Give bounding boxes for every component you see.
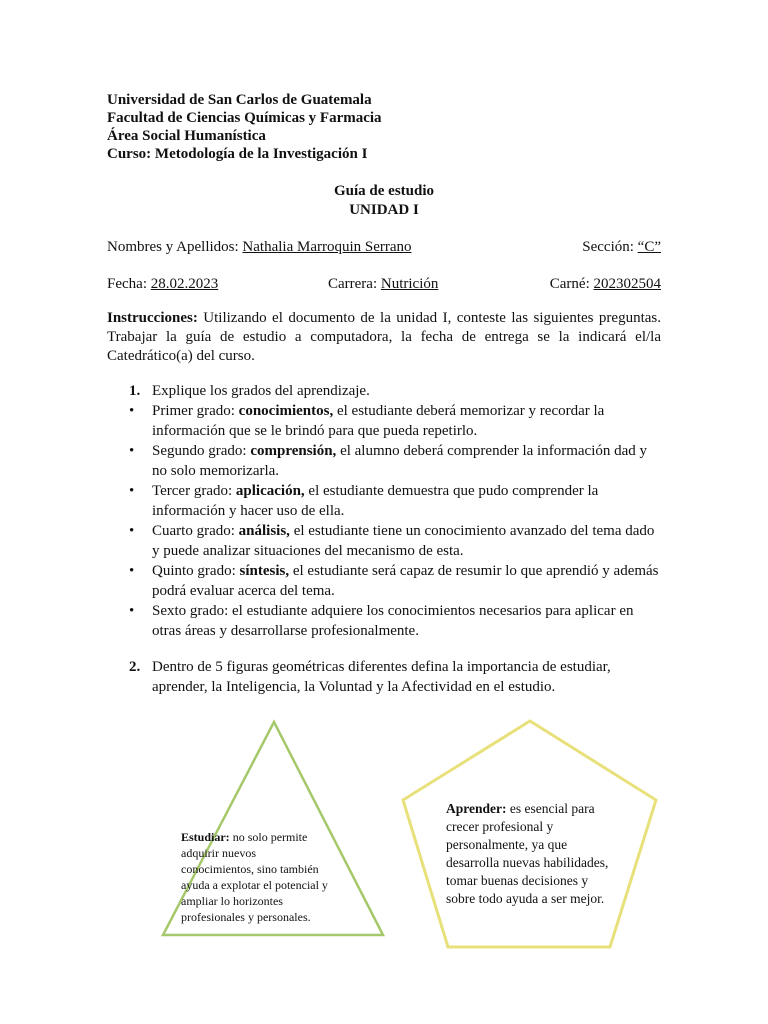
list-item: • Primer grado: conocimientos, el estudiante deberá memorizar y recordar la información que se le brindó para que pueda repetirlo. [129, 403, 605, 439]
carne-value: 202302504 [593, 276, 661, 292]
aprender-label: Aprender: [446, 801, 507, 816]
faculty-name: Facultad de Ciencias Químicas y Farmacia [107, 110, 382, 126]
bullet-icon: • [129, 603, 135, 619]
estudiar-text-block [181, 829, 331, 925]
instructions-label: Instrucciones: [107, 310, 198, 326]
bullet-icon: • [129, 523, 135, 539]
question-1-number: 1. [129, 383, 141, 399]
date-value: 28.02.2023 [150, 276, 219, 292]
aprender-text: es esencial para crecer profesional y personalmente, ya que desarrolla nuevas habilidades, tomar buenas decisiones y sobre todo ayuda a ser mejor. [446, 801, 609, 906]
unit-title: UNIDAD I [349, 202, 419, 218]
career-label: Carrera: [328, 276, 381, 292]
list-item: • Sexto grado: el estudiante adquiere los conocimientos necesarios para aplicar en otras áreas y desarrollarse profesionalmente. [129, 603, 634, 639]
date-label: Fecha: [107, 276, 151, 292]
question-2-number: 2. [129, 659, 141, 675]
estudiar-label: Estudiar: [181, 830, 230, 844]
area-name: Área Social Humanística [107, 128, 266, 144]
bullet-icon: • [129, 443, 135, 459]
section-label: Sección: [582, 239, 638, 255]
aprender-text-block [446, 800, 616, 908]
bullet-icon: • [129, 483, 135, 499]
name-label: Nombres y Apellidos: [107, 239, 243, 255]
career-value: Nutrición [380, 276, 439, 292]
question-2-text: Dentro de 5 figuras geométricas diferentes defina la importancia de estudiar, aprender, la Inteligencia, la Voluntad y la Afectividad en el estudio. [152, 659, 611, 695]
estudiar-text: no solo permite adquirir nuevos conocimientos, sino también ayuda a explotar el potencial y ampliar lo horizontes profesionales y personales. [181, 830, 328, 924]
list-item: • Quinto grado: síntesis, el estudiante será capaz de resumir lo que aprendió y además podrá evaluar acerca del tema. [129, 563, 659, 599]
carne-label: Carné: [549, 276, 594, 292]
list-item: • Segundo grado: comprensión, el alumno deberá comprender la información dad y no solo memorizarla. [129, 443, 648, 479]
course-name: Curso: Metodología de la Investigación I [107, 146, 368, 162]
section-value: “C” [637, 239, 661, 255]
guide-title: Guía de estudio [333, 183, 435, 199]
list-item: • Cuarto grado: análisis, el estudiante tiene un conocimiento avanzado del tema dado y puede analizar situaciones del mecanismo de esta. [129, 523, 655, 559]
instructions-text: Utilizando el documento de la unidad I, conteste las siguientes preguntas. Trabajar la guía de estudio a computadora, la fecha de entrega se la indicará el/la Catedrático(a) del curso. [107, 310, 661, 364]
name-value: Nathalia Marroquin Serrano [242, 239, 412, 255]
bullet-icon: • [129, 563, 135, 579]
list-item: • Tercer grado: aplicación, el estudiante demuestra que pudo comprender la información y hacer uso de ella. [129, 483, 599, 519]
university-name: Universidad de San Carlos de Guatemala [107, 92, 372, 108]
question-1-text: Explique los grados del aprendizaje. [152, 383, 370, 399]
bullet-icon: • [129, 403, 135, 419]
